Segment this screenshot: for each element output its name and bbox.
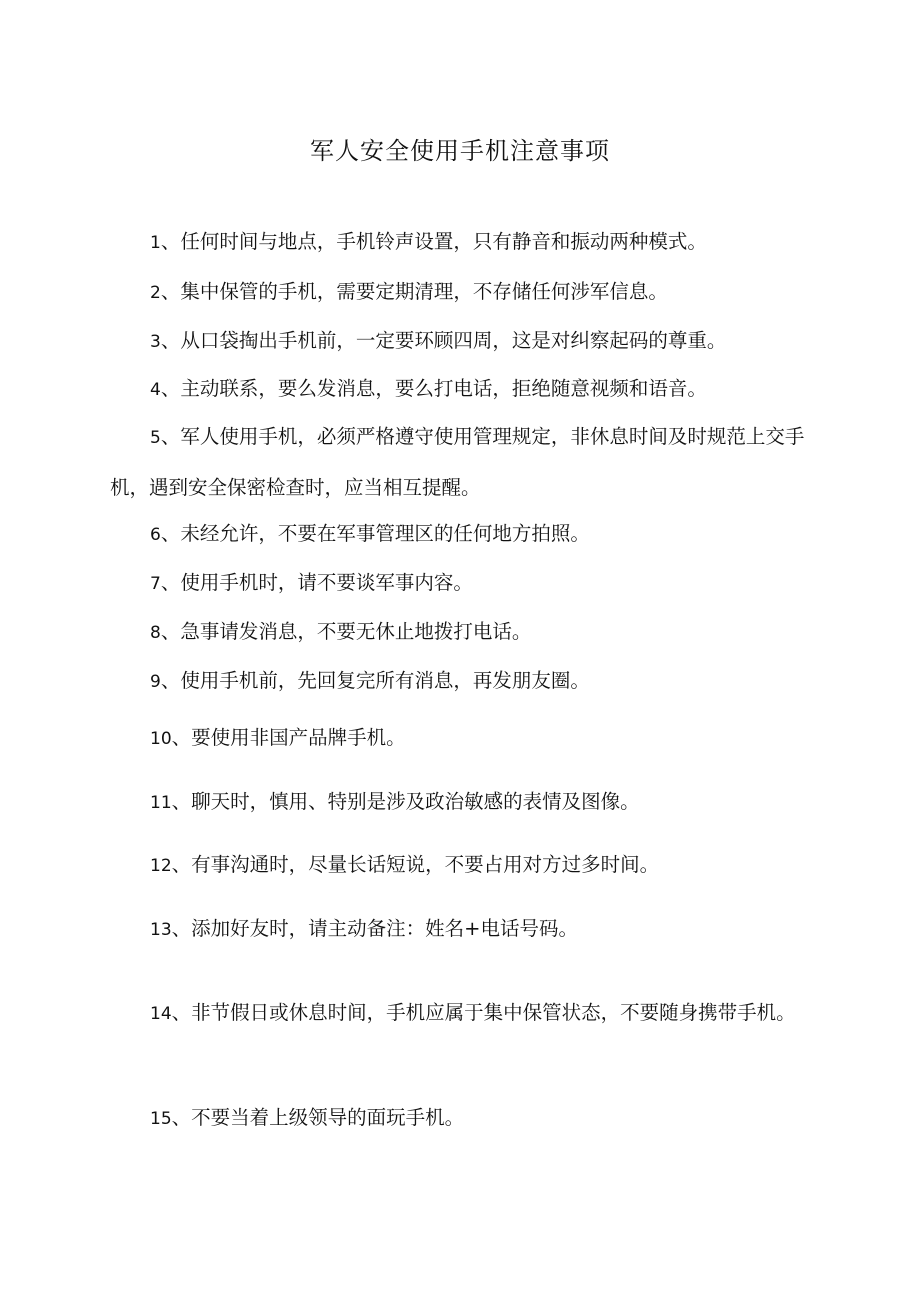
- item-number: 9: [150, 672, 161, 692]
- item-text: 要使用非国产品牌手机。: [191, 726, 406, 749]
- item-text: 主动联系，要么发消息，要么打电话，拒绝随意视频和语音。: [180, 377, 707, 400]
- item-separator: 、: [171, 917, 192, 940]
- item-separator: 、: [160, 280, 181, 303]
- item-number: 5: [150, 428, 161, 448]
- list-item: [110, 607, 815, 658]
- list-item: [110, 1093, 815, 1144]
- item-text: 不要当着上级领导的面玩手机。: [191, 1106, 465, 1129]
- item-number: 2: [150, 283, 161, 303]
- list-item: [110, 267, 815, 318]
- item-number: 1: [150, 233, 161, 253]
- list-item: [110, 558, 815, 609]
- list-item: [110, 364, 815, 415]
- list-item: [110, 316, 815, 367]
- item-separator: 、: [160, 329, 181, 352]
- list-item: [110, 777, 815, 828]
- item-separator: 、: [171, 1106, 192, 1129]
- item-number: 4: [150, 380, 161, 400]
- page-title: 军人安全使用手机注意事项: [310, 137, 610, 165]
- item-text: 添加好友时，请主动备注：姓名+电话号码。: [191, 917, 578, 940]
- item-number: 11: [150, 793, 172, 813]
- item-text: 使用手机前，先回复完所有消息，再发朋友圈。: [180, 669, 590, 692]
- list-item: [110, 656, 815, 707]
- item-number: 13: [150, 920, 172, 940]
- item-separator: 、: [160, 571, 181, 594]
- list-item: [110, 217, 815, 268]
- item-separator: 、: [160, 522, 181, 545]
- item-number: 15: [150, 1109, 172, 1129]
- item-separator: 、: [160, 620, 181, 643]
- item-text: 急事请发消息，不要无休止地拨打电话。: [180, 620, 532, 643]
- item-text: 使用手机时，请不要谈军事内容。: [180, 571, 473, 594]
- item-text: 任何时间与地点，手机铃声设置，只有静音和振动两种模式。: [180, 230, 707, 253]
- item-number: 6: [150, 525, 161, 545]
- item-number: 10: [150, 729, 172, 749]
- item-number: 12: [150, 856, 172, 876]
- list-item: [110, 509, 815, 560]
- item-number: 7: [150, 574, 161, 594]
- item-number: 8: [150, 623, 161, 643]
- item-text: 有事沟通时，尽量长话短说，不要占用对方过多时间。: [191, 853, 660, 876]
- item-separator: 、: [160, 669, 181, 692]
- item-text: 聊天时，慎用、特别是涉及政治敏感的表情及图像。: [191, 790, 640, 813]
- list-item: [110, 985, 815, 1042]
- item-text: 非节假日或休息时间，手机应属于集中保管状态，不要随身携带手机。: [191, 1001, 796, 1024]
- item-separator: 、: [171, 726, 192, 749]
- list-item: [110, 904, 815, 955]
- list-item: [110, 412, 815, 512]
- item-separator: 、: [171, 1001, 192, 1024]
- item-text: 未经允许，不要在军事管理区的任何地方拍照。: [180, 522, 590, 545]
- item-text: 从口袋掏出手机前，一定要环顾四周，这是对纠察起码的尊重。: [180, 329, 727, 352]
- item-separator: 、: [160, 377, 181, 400]
- item-number: 3: [150, 332, 161, 352]
- item-number: 14: [150, 1004, 172, 1024]
- item-separator: 、: [171, 853, 192, 876]
- item-separator: 、: [171, 790, 192, 813]
- item-text: 集中保管的手机，需要定期清理，不存储任何涉军信息。: [180, 280, 668, 303]
- list-item: [110, 713, 815, 764]
- item-text: 军人使用手机，必须严格遵守使用管理规定，非休息时间及时规范上交手机，遇到安全保密检查时，应当相互提醒。: [110, 425, 805, 499]
- list-item: [110, 840, 815, 891]
- item-separator: 、: [160, 425, 181, 448]
- item-separator: 、: [160, 230, 181, 253]
